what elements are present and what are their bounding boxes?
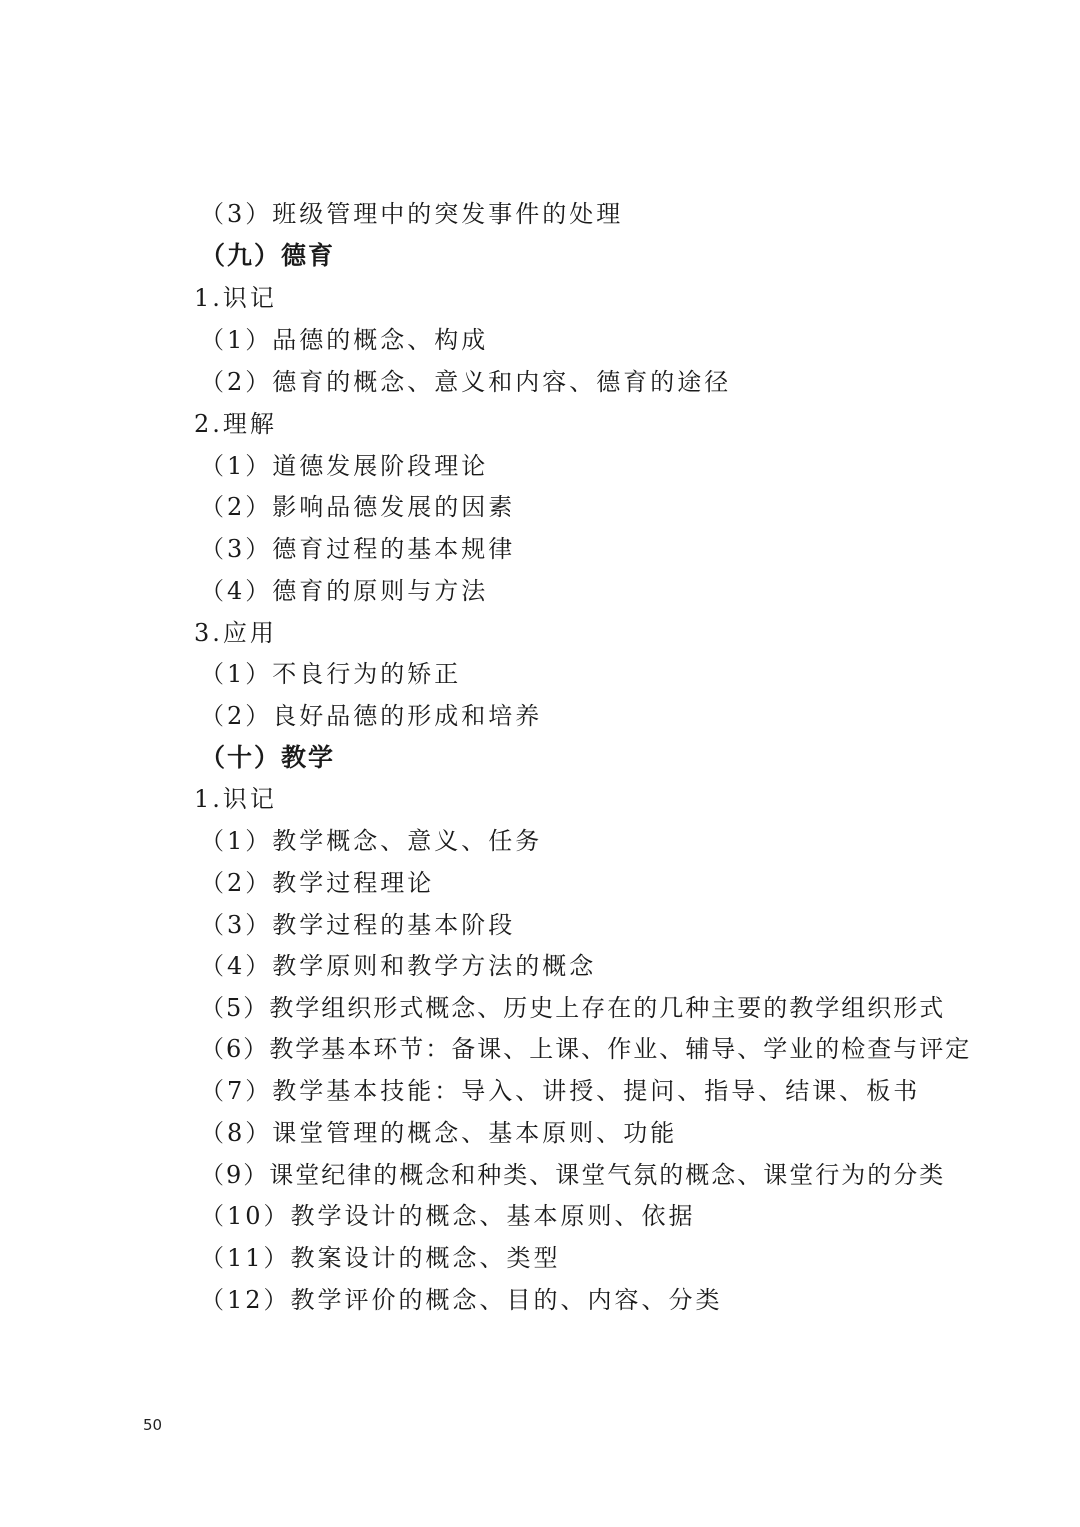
list-item: （11）教案设计的概念、类型 (200, 1244, 561, 1272)
list-item: （1）不良行为的矫正 (200, 660, 462, 688)
list-item: （2）德育的概念、意义和内容、德育的途径 (200, 368, 732, 396)
list-item: （9）课堂纪律的概念和种类、课堂气氛的概念、课堂行为的分类 (200, 1161, 946, 1189)
list-item: （10）教学设计的概念、基本原则、依据 (200, 1202, 696, 1230)
list-item: （2）影响品德发展的因素 (200, 493, 516, 521)
subsection-label: 1.识记 (194, 284, 277, 312)
section-heading: （九）德育 (200, 241, 336, 270)
list-item: （8）课堂管理的概念、基本原则、功能 (200, 1119, 678, 1147)
list-item: （3）班级管理中的突发事件的处理 (200, 200, 624, 228)
list-item: （3）德育过程的基本规律 (200, 535, 516, 563)
subsection-label: 3.应用 (194, 619, 277, 647)
list-item: （5）教学组织形式概念、历史上存在的几种主要的教学组织形式 (200, 994, 946, 1022)
list-item: （3）教学过程的基本阶段 (200, 911, 516, 939)
subsection-label: 1.识记 (194, 785, 277, 813)
list-item: （1）教学概念、意义、任务 (200, 827, 543, 855)
list-item: （4）教学原则和教学方法的概念 (200, 952, 597, 980)
section-heading: （十）教学 (200, 743, 336, 772)
list-item: （7）教学基本技能：导入、讲授、提问、指导、结课、板书 (200, 1077, 921, 1105)
subsection-label: 2.理解 (194, 410, 277, 438)
list-item: （2）教学过程理论 (200, 869, 435, 897)
page-number: 50 (143, 1416, 163, 1434)
list-item: （6）教学基本环节：备课、上课、作业、辅导、学业的检查与评定 (200, 1035, 972, 1063)
list-item: （12）教学评价的概念、目的、内容、分类 (200, 1286, 723, 1314)
list-item: （1）道德发展阶段理论 (200, 452, 489, 480)
list-item: （1）品德的概念、构成 (200, 326, 489, 354)
list-item: （4）德育的原则与方法 (200, 577, 489, 605)
list-item: （2）良好品德的形成和培养 (200, 702, 543, 730)
